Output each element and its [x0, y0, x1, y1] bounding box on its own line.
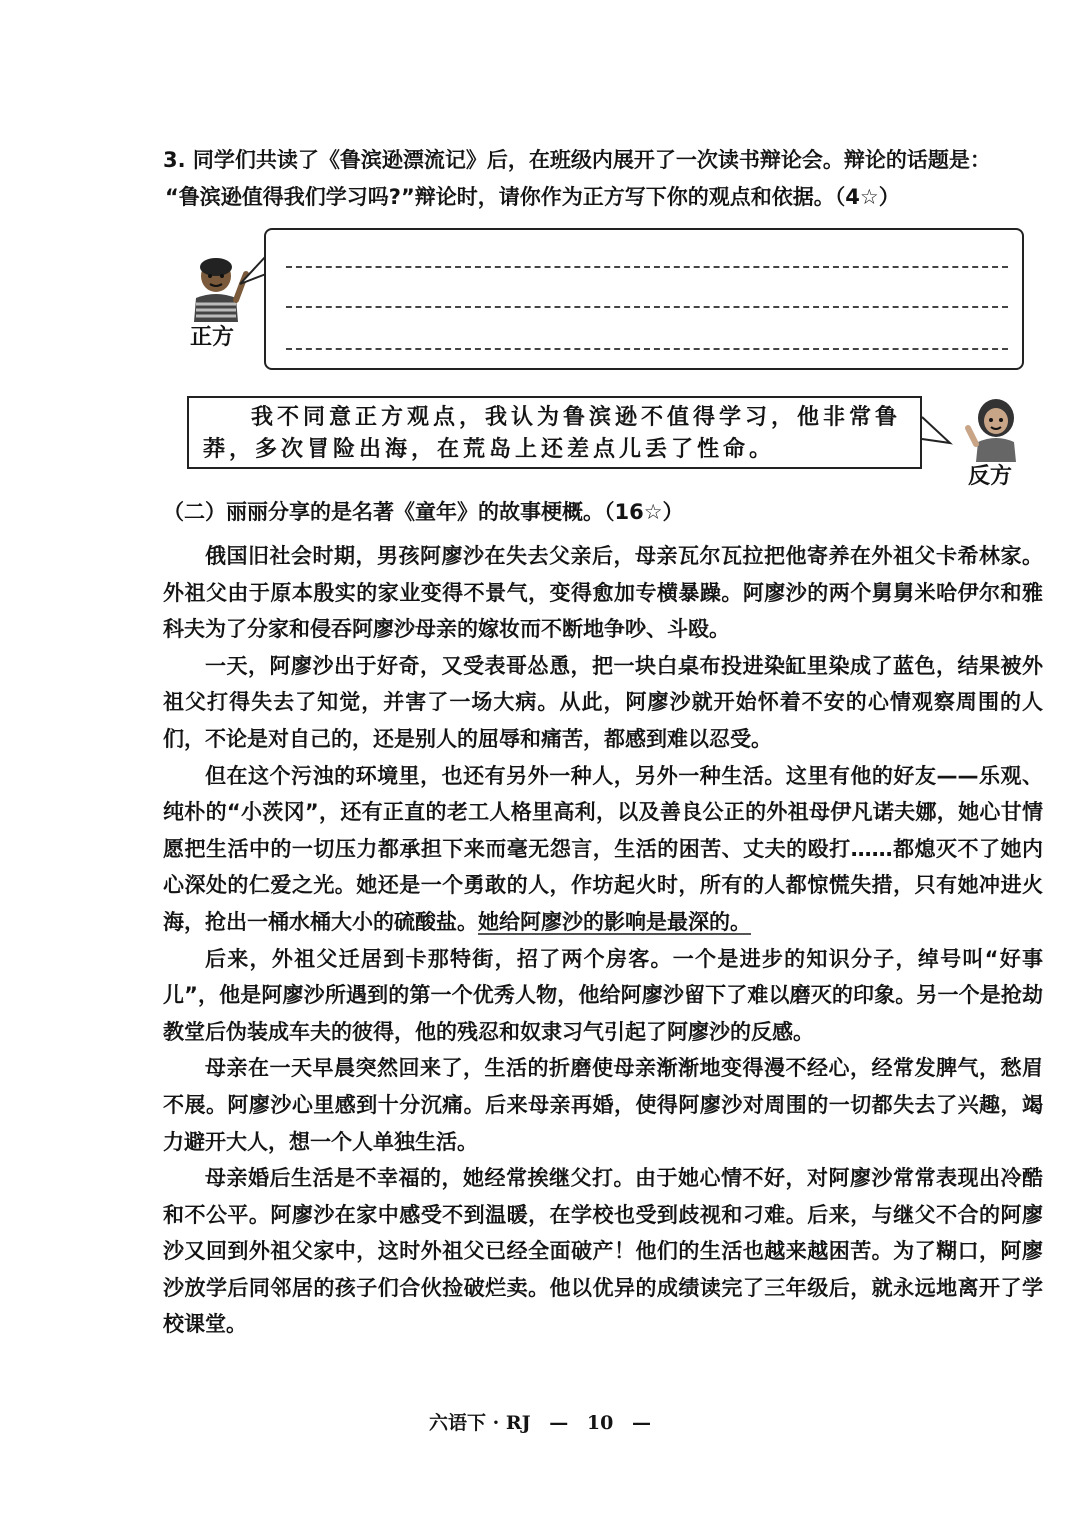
con-side-label: 反方: [968, 464, 1013, 489]
story-paragraph-3-text: 但在这个污浊的环境里，也还有另外一种人，另外一种生活。这里有他的好友——乐观、纯朴的“小茨冈”，还有正直的老工人格里高利，以及善良公正的外祖母伊凡诺夫娜，她心甘情愿把生活中的一切压力都承担下来而毫无怨言，生活的困苦、丈夫的殴打……都熄灭不了她内心深处的仁爱之光。她还是一个勇敢的人，作坊起火时，所有的人都惊慌失措，只有她冲进火海，抢出一桶水桶大小的硫酸盐。: [163, 763, 1043, 934]
question-3-line-1: 3. 同学们共读了《鲁滨逊漂流记》后，在班级内展开了一次读书辩论会。辩论的话题是：: [163, 148, 991, 172]
con-side-girl-illustration: [962, 396, 1028, 462]
con-statement-box: [187, 396, 922, 469]
story-paragraph-2: 一天，阿廖沙出于好奇，又受表哥怂恿，把一块白桌布投进染缸里染成了蓝色，结果被外祖父打得失去了知觉，并害了一场大病。从此，阿廖沙就开始怀着不安的心情观察周围的人们，不论是对自己的，还是别人的屈辱和痛苦，都感到难以忍受。: [163, 653, 1043, 751]
answer-line-1[interactable]: [286, 266, 1008, 268]
pro-answer-box[interactable]: [264, 228, 1024, 370]
footer-dash-left: —: [549, 1412, 569, 1434]
story-summary: [163, 538, 1043, 1343]
story-paragraph-5: 母亲在一天早晨突然回来了，生活的折磨使母亲渐渐地变得漫不经心，经常发脾气，愁眉不展。阿廖沙心里感到十分沉痛。后来母亲再婚，使得阿廖沙对周围的一切都失去了兴趣，竭力避开大人，想一个人单独生活。: [163, 1056, 1043, 1154]
story-paragraph-1: 俄国旧社会时期，男孩阿廖沙在失去父亲后，母亲瓦尔瓦拉把他寄养在外祖父卡希林家。外祖父由于原本殷实的家业变得不景气，变得愈加专横暴躁。阿廖沙的两个舅舅米哈伊尔和雅科夫为了分家和侵吞阿廖沙母亲的嫁妆而不断地争吵、斗殴。: [163, 544, 1043, 642]
story-paragraph-3: [163, 758, 1043, 941]
footer-book-code: 六语下 · RJ: [429, 1412, 531, 1434]
speech-bubble-tail-right: [920, 413, 954, 453]
page-footer: [0, 1408, 1080, 1435]
con-statement-line-1: 我不同意正方观点，我认为鲁滨逊不值得学习，他非常鲁: [251, 405, 902, 430]
story-paragraph-4: 后来，外祖父迁居到卡那特街，招了两个房客。一个是进步的知识分子，绰号叫“好事儿”，他是阿廖沙所遇到的第一个优秀人物，他给阿廖沙留下了难以磨灭的印象。另一个是抢劫教堂后伪装成车夫的彼得，他的残忍和奴隶习气引起了阿廖沙的反感。: [163, 946, 1043, 1044]
footer-dash-right: —: [631, 1412, 651, 1434]
section-2-title: （二）丽丽分享的是名著《童年》的故事梗概。（16☆）: [163, 500, 684, 524]
answer-line-3[interactable]: [286, 348, 1008, 350]
pro-side-label: 正方: [190, 325, 235, 350]
con-statement-line-2: 莽，多次冒险出海，在荒岛上还差点儿丢了性命。: [203, 437, 776, 462]
underlined-key-sentence: 她给阿廖沙的影响是最深的。: [478, 909, 751, 934]
question-3-line-2: “鲁滨逊值得我们学习吗?”辩论时，请你作为正方写下你的观点和依据。（4☆）: [165, 185, 900, 209]
story-paragraph-6: 母亲婚后生活是不幸福的，她经常挨继父打。由于她心情不好，对阿廖沙常常表现出冷酷和不公平。阿廖沙在家中感受不到温暖，在学校也受到歧视和刁难。后来，与继父不合的阿廖沙又回到外祖父家中，这时外祖父已经全面破产！他们的生活也越来越困苦。为了糊口，阿廖沙放学后同邻居的孩子们合伙捡破烂卖。他以优异的成绩读完了三年级后，就永远地离开了学校课堂。: [163, 1166, 1043, 1337]
answer-line-2[interactable]: [286, 306, 1008, 308]
page-number: 10: [586, 1412, 614, 1434]
